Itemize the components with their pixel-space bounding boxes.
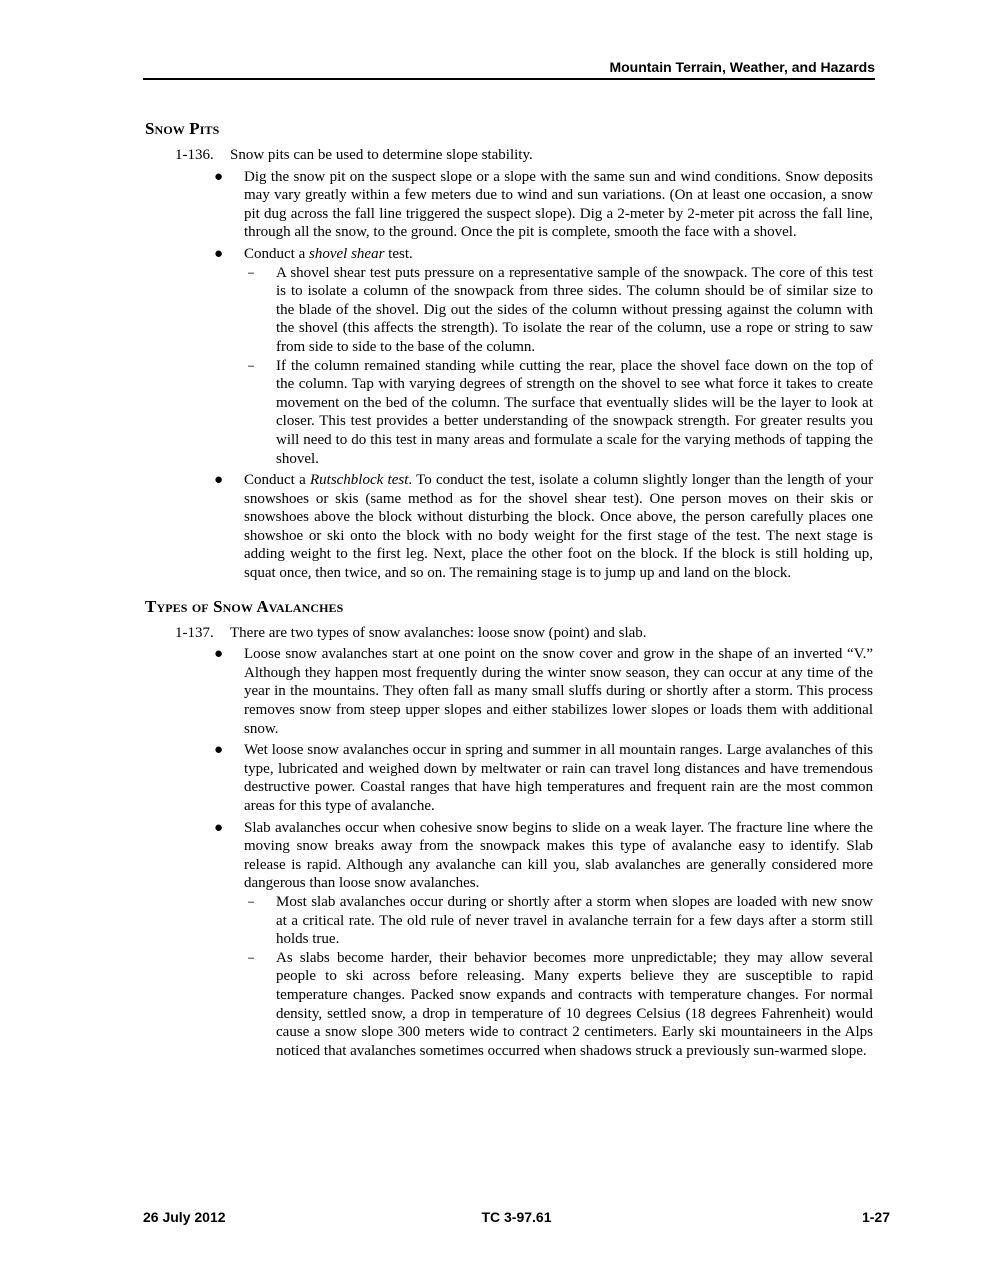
numbered-paragraph: [175, 146, 873, 165]
bullet-marker: ●: [214, 168, 224, 185]
document-id: TC 3-97.61: [481, 1209, 552, 1225]
bullet-lead: Conduct a: [244, 245, 309, 262]
bullet-item: [145, 819, 873, 1061]
bullet-item: [145, 645, 873, 738]
dash-marker: –: [248, 266, 255, 279]
bullet-text: Loose snow avalanches start at one point on the snow cover and grow in the shape of an inverted “V.” Although they happen most frequently during the winter snow season, they can occur at any time of the year in the mountains. They often fall as many small sluffs during or shortly after a storm. This process removes snow from steep upper slopes and either stabilizes lower slopes or loads them with additional snow.: [244, 646, 873, 737]
bullet-list: [145, 168, 873, 583]
dash-text: As slabs become harder, their behavior becomes more unpredictable; they may allow several people to ski across before releasing. Many experts believe they are susceptible to rapid temperature changes. Packed snow expands and contracts with temperature changes. For normal density, settled snow, a drop in temperature of 10 degrees Celsius (18 degrees Fahrenheit) would cause a snow slope 300 meters wide to contract 2 centimeters. Early ski mountaineers in the Alps noticed that avalanches sometimes occurred when shadows struck a previously sun-warmed slope.: [276, 949, 873, 1059]
paragraph-number: 1-137.: [175, 624, 214, 641]
dash-list: [244, 264, 873, 469]
bullet-marker: ●: [214, 819, 224, 836]
bullet-text: Dig the snow pit on the suspect slope or a slope with the same sun and wind conditions. Snow deposits may vary greatly within a few meters due to wind and sun variations. (On at least one occasion, a snow pit dug across the fall line triggered the suspect slope). Dig a 2-meter by 2-meter pit across the fall line, through all the snow, to the ground. Once the pit is complete, smooth the face with a shovel.: [244, 168, 873, 241]
dash-item: [244, 949, 873, 1061]
dash-item: [244, 893, 873, 949]
emphasized-term: Rutschblock test: [309, 472, 409, 489]
bullet-marker: ●: [214, 472, 224, 489]
bullet-marker: ●: [214, 742, 224, 759]
dash-list: [244, 893, 873, 1060]
dash-marker: –: [248, 951, 255, 964]
bullet-item: [145, 168, 873, 242]
publication-date: 26 July 2012: [143, 1209, 226, 1225]
dash-item: [244, 264, 873, 357]
section-heading: Snow Pits: [145, 119, 220, 138]
bullet-list: [145, 645, 873, 1060]
paragraph-text: Snow pits can be used to determine slope stability.: [230, 147, 533, 163]
dash-marker: –: [248, 359, 255, 372]
paragraph-number: 1-136.: [175, 147, 214, 163]
running-header: Mountain Terrain, Weather, and Hazards: [143, 58, 875, 80]
bullet-text: Wet loose snow avalanches occur in spring and summer in all mountain ranges. Large avalanches of this type, lubricated and weighed down by meltwater or rain can travel long distances and have tremendous destructive power. Coastal ranges that have high temperatures and frequent rain are the most common areas for this type of avalanche.: [244, 742, 873, 814]
dash-text: If the column remained standing while cutting the rear, place the shovel face down on the top of the column. Tap with varying degrees of strength on the shovel to see what force it takes to create movement on the bed of the column. The surface that eventually slides will be the layer to look at closer. This test provides a better understanding of the snowpack strength. For greater results you will need to do this test in many areas and formulate a scale for the varying methods of tapping the shovel.: [276, 357, 873, 467]
bullet-text: Slab avalanches occur when cohesive snow begins to slide on a weak layer. The fracture line where the moving snow breaks away from the snowpack makes this type of avalanche easy to identify. Slab release is rapid. Although any avalanche can kill you, slab avalanches are generally considered more dangerous than loose snow avalanches.: [244, 819, 873, 892]
page-footer: [143, 1208, 890, 1226]
bullet-item: [145, 741, 873, 815]
emphasized-term: shovel shear: [309, 245, 385, 262]
dash-text: Most slab avalanches occur during or shortly after a storm when slopes are loaded with new snow at a critical rate. The old rule of never travel in avalanche terrain for a few days after a storm still holds true.: [276, 893, 873, 948]
dash-text: A shovel shear test puts pressure on a representative sample of the snowpack. The core of this test is to isolate a column of the snowpack from three sides. The column should be of similar size to the blade of the shovel. Dig out the sides of the column without pressing against the column with the shovel (this affects the strength). To isolate the rear of the column, use a rope or string to saw from side to side to the base of the column.: [276, 264, 873, 355]
dash-marker: –: [248, 895, 255, 908]
dash-item: [244, 357, 873, 469]
paragraph-text: There are two types of snow avalanches: loose snow (point) and slab.: [230, 624, 647, 641]
bullet-marker: ●: [214, 245, 224, 262]
bullet-text: [244, 246, 413, 262]
section-heading: Types of Snow Avalanches: [145, 596, 344, 616]
section-types-of-snow-avalanches: [145, 596, 873, 1061]
page-content: [145, 118, 873, 1063]
bullet-text: [244, 472, 873, 581]
bullet-marker: ●: [214, 646, 224, 663]
page-number: 1-27: [861, 1209, 890, 1225]
bullet-item: [145, 245, 873, 468]
section-snow-pits: [145, 118, 873, 583]
bullet-tail: test.: [384, 245, 413, 262]
bullet-lead: Conduct a: [244, 472, 310, 489]
numbered-paragraph: [175, 624, 873, 643]
bullet-tail: . To conduct the test, isolate a column slightly longer than the length of your snowshoes or skis (same method as for the shovel shear test). One person moves on their skis or snowshoes above the block without disturbing the block. Once above, the person carefully places one showshoe or ski onto the block with no body weight for the first stage of the test. The next stage is adding weight to the first leg. Next, place the other foot on the block. If the block is still holding up, squat once, then twice, and so on. The remaining stage is to jump up and land on the block.: [244, 472, 874, 582]
bullet-item: [145, 471, 873, 583]
